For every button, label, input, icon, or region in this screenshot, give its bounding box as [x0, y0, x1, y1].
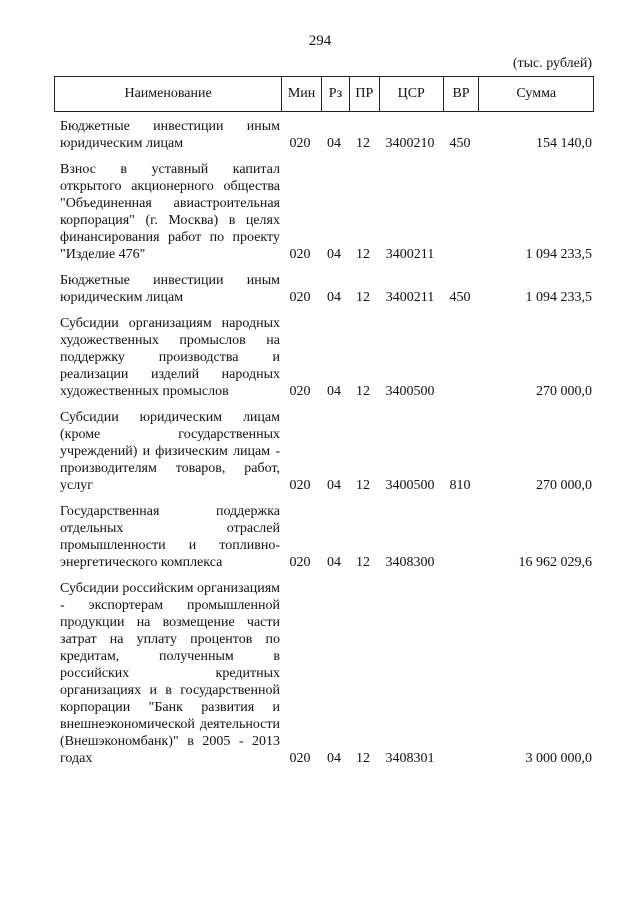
header-rz: Рз — [322, 77, 350, 111]
row-csr: 3408301 — [385, 751, 435, 766]
row-pr: 12 — [356, 751, 370, 766]
header-min: Мин — [282, 77, 322, 111]
table-row — [54, 315, 594, 400]
row-name: Бюджетные инвестиции иным юридическим лицам — [60, 119, 280, 151]
row-rz: 04 — [327, 290, 341, 305]
row-vr: 810 — [449, 478, 471, 493]
row-csr: 3400210 — [385, 136, 435, 151]
row-rz: 04 — [327, 384, 341, 399]
row-pr: 12 — [356, 384, 370, 399]
row-vr: 450 — [449, 290, 471, 305]
header-vr: ВР — [444, 77, 480, 111]
row-rz: 04 — [327, 247, 341, 262]
row-pr: 12 — [356, 555, 370, 570]
row-pr: 12 — [356, 136, 370, 151]
row-name: Субсидии российским организациям - экспортерам промышленной продукции на возмещение части затрат на уплату процентов по кредитам, полученным в российских кредитных организациях и в государственной корпорации "Банк развития и внешнеэкономической деятельности (Внешэкономбанк)" в 2005 - 2013 годах — [60, 581, 280, 766]
row-sum: 16 962 029,6 — [518, 555, 592, 570]
row-rz: 04 — [327, 751, 341, 766]
row-min: 020 — [289, 478, 311, 493]
row-name: Субсидии юридическим лицам (кроме государственных учреждений) и физическим лицам - производителям товаров, работ, услуг — [60, 410, 280, 493]
row-min: 020 — [289, 290, 311, 305]
table-header — [54, 76, 594, 112]
row-min: 020 — [289, 555, 311, 570]
row-csr: 3400500 — [385, 384, 435, 399]
table-body — [54, 118, 594, 776]
row-pr: 12 — [356, 247, 370, 262]
row-name: Бюджетные инвестиции иным юридическим лицам — [60, 273, 280, 305]
row-rz: 04 — [327, 555, 341, 570]
row-name: Государственная поддержка отдельных отраслей промышленности и топливно-энергетического комплекса — [60, 504, 280, 570]
row-sum: 154 140,0 — [536, 136, 592, 151]
row-min: 020 — [289, 247, 311, 262]
row-sum: 3 000 000,0 — [525, 751, 592, 766]
table-row — [54, 161, 594, 263]
units-note: (тыс. рублей) — [512, 56, 592, 71]
row-name: Субсидии организациям народных художественных промыслов на поддержку производства и реализации изделий народных художественных промыслов — [60, 316, 280, 399]
row-vr: 450 — [449, 136, 471, 151]
table-row — [54, 272, 594, 306]
row-sum: 270 000,0 — [536, 384, 592, 399]
row-pr: 12 — [356, 290, 370, 305]
row-rz: 04 — [327, 136, 341, 151]
table-row — [54, 409, 594, 494]
header-pr: ПР — [350, 77, 380, 111]
header-name: Наименование — [55, 77, 282, 111]
page-number: 294 — [308, 33, 332, 49]
row-csr: 3400211 — [385, 290, 435, 305]
table-row — [54, 503, 594, 571]
row-min: 020 — [289, 384, 311, 399]
row-csr: 3400211 — [385, 247, 435, 262]
row-csr: 3408300 — [385, 555, 435, 570]
row-sum: 1 094 233,5 — [525, 290, 592, 305]
table-row — [54, 580, 594, 767]
row-pr: 12 — [356, 478, 370, 493]
row-sum: 1 094 233,5 — [525, 247, 592, 262]
row-min: 020 — [289, 751, 311, 766]
row-name: Взнос в уставный капитал открытого акционерного общества "Объединенная авиастроительная корпорация" (г. Москва) в целях финансирования работ по проекту "Изделие 476" — [60, 162, 280, 262]
row-min: 020 — [289, 136, 311, 151]
row-csr: 3400500 — [385, 478, 435, 493]
header-sum: Сумма — [516, 86, 557, 101]
row-rz: 04 — [327, 478, 341, 493]
table-row — [54, 118, 594, 152]
row-sum: 270 000,0 — [536, 478, 592, 493]
header-csr: ЦСР — [380, 77, 444, 111]
